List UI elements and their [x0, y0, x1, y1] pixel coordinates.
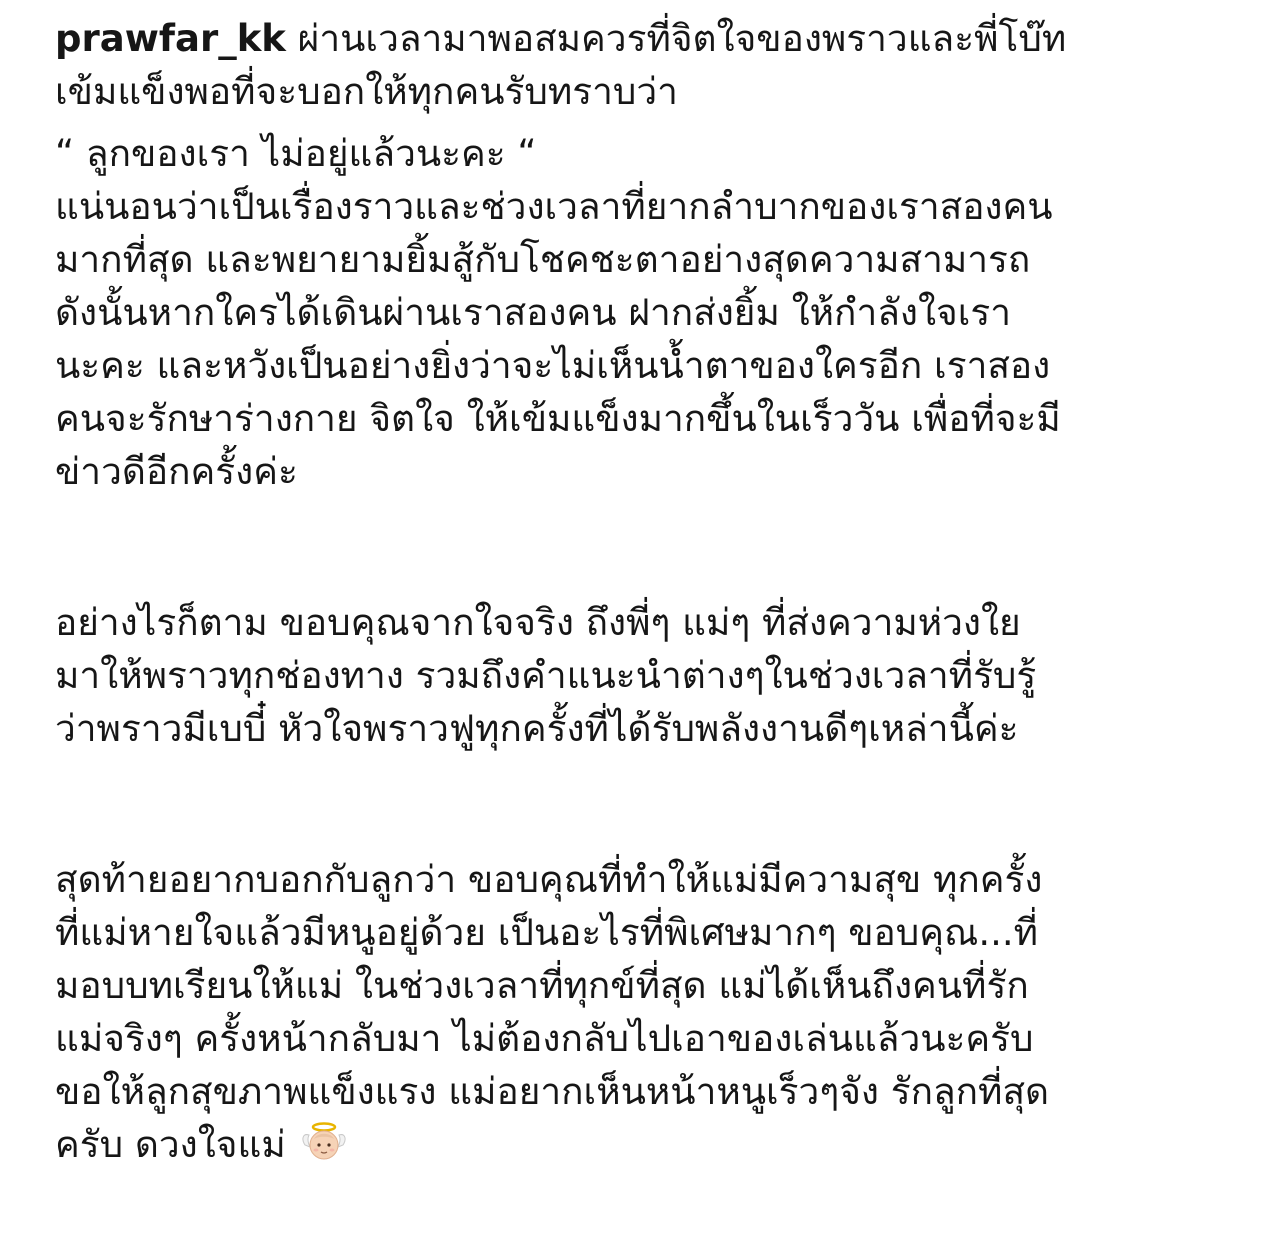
caption-line: ครับ ดวงใจแม่: [55, 1118, 1255, 1171]
caption-line: เข้มแข็งพอที่จะบอกให้ทุกคนรับทราบว่า: [55, 70, 678, 113]
caption-line: ข่าวดีอีกครั้งค่ะ: [55, 450, 298, 493]
paragraph-gap: [55, 755, 1255, 853]
caption-line: มาให้พราวทุกช่องทาง รวมถึงคำแนะนำต่างๆในช่วงเวลาที่รับรู้: [55, 654, 1037, 697]
caption-line: คนจะรักษาร่างกาย จิตใจ ให้เข้มแข็งมากขึ้นในเร็ววัน เพื่อที่จะมี: [55, 397, 1061, 440]
clipped-text-bottom: [0, 1243, 1280, 1254]
caption-line: ว่าพราวมีเบบี๋ หัวใจพราวฟูทุกครั้งที่ได้รับพลังงานดีๆเหล่านี้ค่ะ: [55, 707, 1019, 750]
caption-line: prawfar_kk ผ่านเวลามาพอสมควรที่จิตใจของพราวและพี่โบ๊ท: [55, 17, 1067, 60]
baby-angel-icon: [300, 1121, 348, 1163]
caption-line: นะคะ และหวังเป็นอย่างยิ่งว่าจะไม่เห็นน้ำตาของใครอีก เราสอง: [55, 344, 1051, 387]
username-link[interactable]: prawfar_kk: [55, 17, 286, 60]
caption-line: ขอให้ลูกสุขภาพแข็งแรง แม่อยากเห็นหน้าหนูเร็วๆจัง รักลูกที่สุด: [55, 1070, 1050, 1113]
caption-line: แม่จริงๆ ครั้งหน้ากลับมา ไม่ต้องกลับไปเอาของเล่นแล้วนะครับ: [55, 1017, 1034, 1060]
caption-line: สุดท้ายอยากบอกกับลูกว่า ขอบคุณที่ทำให้แม่มีความสุข ทุกครั้ง: [55, 858, 1043, 901]
caption-line: ที่แม่หายใจแล้วมีหนูอยู่ด้วย เป็นอะไรที่พิเศษมากๆ ขอบคุณ...ที่: [55, 911, 1038, 954]
clipped-text-top: [0, 0, 1280, 8]
paragraph-gap: [55, 498, 1255, 596]
caption-line: มากที่สุด และพยายามยิ้มสู้กับโชคชะตาอย่างสุดความสามารถ: [55, 238, 1031, 281]
caption-line: มอบบทเรียนให้แม่ ในช่วงเวลาที่ทุกข์ที่สุด แม่ได้เห็นถึงคนที่รัก: [55, 964, 1029, 1007]
caption-line: อย่างไรก็ตาม ขอบคุณจากใจจริง ถึงพี่ๆ แม่ๆ ที่ส่งความห่วงใย: [55, 601, 1021, 644]
caption-line: ดังนั้นหากใครได้เดินผ่านเราสองคน ฝากส่งยิ้ม ให้กำลังใจเรา: [55, 291, 1012, 334]
post-caption: [55, 12, 1255, 1171]
caption-line: แน่นอนว่าเป็นเรื่องราวและช่วงเวลาที่ยากลำบากของเราสองคน: [55, 185, 1053, 228]
caption-quote: “ ลูกของเรา ไม่อยู่แล้วนะคะ “: [55, 132, 537, 175]
